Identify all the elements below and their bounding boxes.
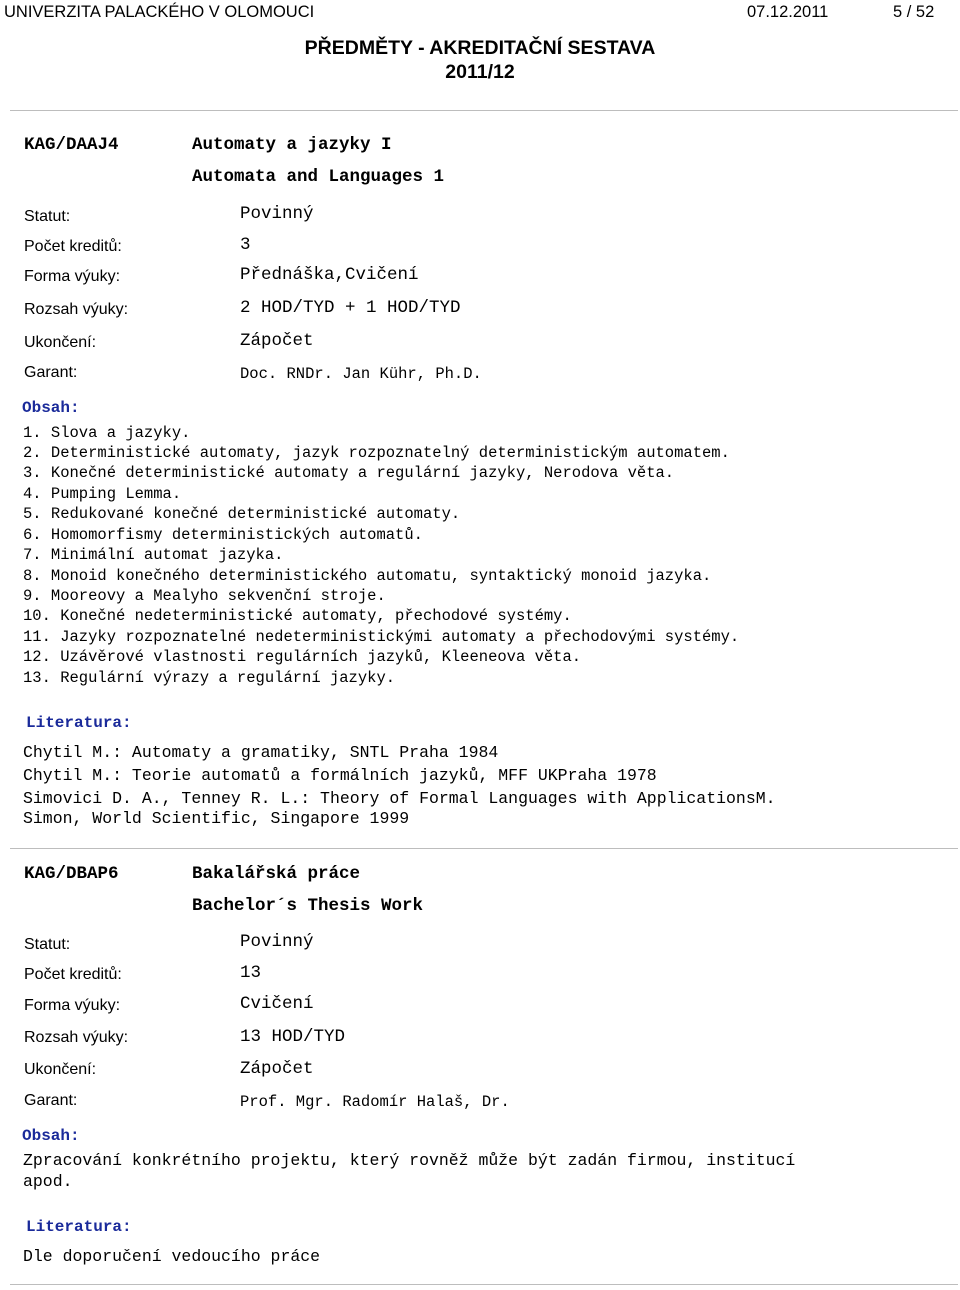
obsah-item: 11. Jazyky rozpoznatelné nedeterministickými automaty a přechodovými systémy. [23,628,740,646]
divider [10,110,958,111]
course-name-en: Automata and Languages 1 [192,167,445,187]
kredity-label: Počet kreditů: [24,966,122,983]
literatura-heading: Literatura: [26,1218,132,1236]
course-code: KAG/DBAP6 [24,864,119,884]
rozsah-value: 13 HOD/TYD [240,1027,346,1047]
obsah-item: 5. Redukované konečné deterministické automaty. [23,505,461,523]
course-code: KAG/DAAJ4 [24,135,119,155]
university-name: UNIVERZITA PALACKÉHO V OLOMOUCI [4,3,315,21]
statut-label: Statut: [24,208,71,225]
literatura-item: Dle doporučení vedoucího práce [23,1247,321,1266]
forma-value: Cvičení [240,994,314,1014]
garant-value: Prof. Mgr. Radomír Halaš, Dr. [240,1093,510,1111]
obsah-item: 8. Monoid konečného deterministického automatu, syntaktický monoid jazyka. [23,567,712,585]
obsah-item: Zpracování konkrétního projektu, který rovněž může být zadán firmou, institucí [23,1151,796,1170]
obsah-item: 12. Uzávěrové vlastnosti regulárních jazyků, Kleeneova věta. [23,648,582,666]
statut-value: Povinný [240,932,314,952]
course-name-en: Bachelor´s Thesis Work [192,896,424,916]
literatura-item: Chytil M.: Teorie automatů a formálních jazyků, MFF UKPraha 1978 [23,766,657,785]
obsah-item: 6. Homomorfismy deterministických automatů. [23,526,423,544]
obsah-heading: Obsah: [22,1127,80,1145]
kredity-value: 13 [240,963,262,983]
forma-label: Forma výuky: [24,268,121,285]
garant-label: Garant: [24,364,78,381]
statut-label: Statut: [24,936,71,953]
report-title: PŘEDMĚTY - AKREDITAČNÍ SESTAVA [304,37,656,59]
obsah-item: 3. Konečné deterministické automaty a regulární jazyky, Nerodova věta. [23,464,675,482]
literatura-item: Chytil M.: Automaty a gramatiky, SNTL Praha 1984 [23,743,499,762]
obsah-item: 4. Pumping Lemma. [23,485,182,503]
statut-value: Povinný [240,204,314,224]
obsah-heading: Obsah: [22,399,80,417]
literatura-heading: Literatura: [26,714,132,732]
obsah-item: 7. Minimální automat jazyka. [23,546,284,564]
forma-value: Přednáška,Cvičení [240,265,419,285]
obsah-item: 10. Konečné nedeterministické automaty, přechodové systémy. [23,607,572,625]
report-date: 07.12.2011 [747,3,829,21]
obsah-item: 1. Slova a jazyky. [23,424,191,442]
divider [10,1284,958,1285]
kredity-value: 3 [240,235,251,255]
course-name-cz: Bakalářská práce [192,864,361,884]
kredity-label: Počet kreditů: [24,238,122,255]
ukonceni-value: Zápočet [240,331,314,351]
rozsah-value: 2 HOD/TYD + 1 HOD/TYD [240,298,461,318]
literatura-item: Simovici D. A., Tenney R. L.: Theory of Formal Languages with ApplicationsM. [23,789,776,808]
obsah-item: 2. Deterministické automaty, jazyk rozpoznatelný deterministickým automatem. [23,444,730,462]
obsah-item: apod. [23,1172,73,1191]
garant-value: Doc. RNDr. Jan Kühr, Ph.D. [240,365,482,383]
forma-label: Forma výuky: [24,997,121,1014]
rozsah-label: Rozsah výuky: [24,1029,129,1046]
ukonceni-label: Ukončení: [24,1061,97,1078]
divider [10,848,958,849]
rozsah-label: Rozsah výuky: [24,301,129,318]
ukonceni-value: Zápočet [240,1059,314,1079]
garant-label: Garant: [24,1092,78,1109]
obsah-item: 13. Regulární výrazy a regulární jazyky. [23,669,396,687]
course-name-cz: Automaty a jazyky I [192,135,392,155]
obsah-item: 9. Mooreovy a Mealyho sekvenční stroje. [23,587,386,605]
academic-year: 2011/12 [445,61,515,83]
ukonceni-label: Ukončení: [24,334,97,351]
page-number: 5 / 52 [893,3,935,21]
literatura-item: Simon, World Scientific, Singapore 1999 [23,809,410,828]
